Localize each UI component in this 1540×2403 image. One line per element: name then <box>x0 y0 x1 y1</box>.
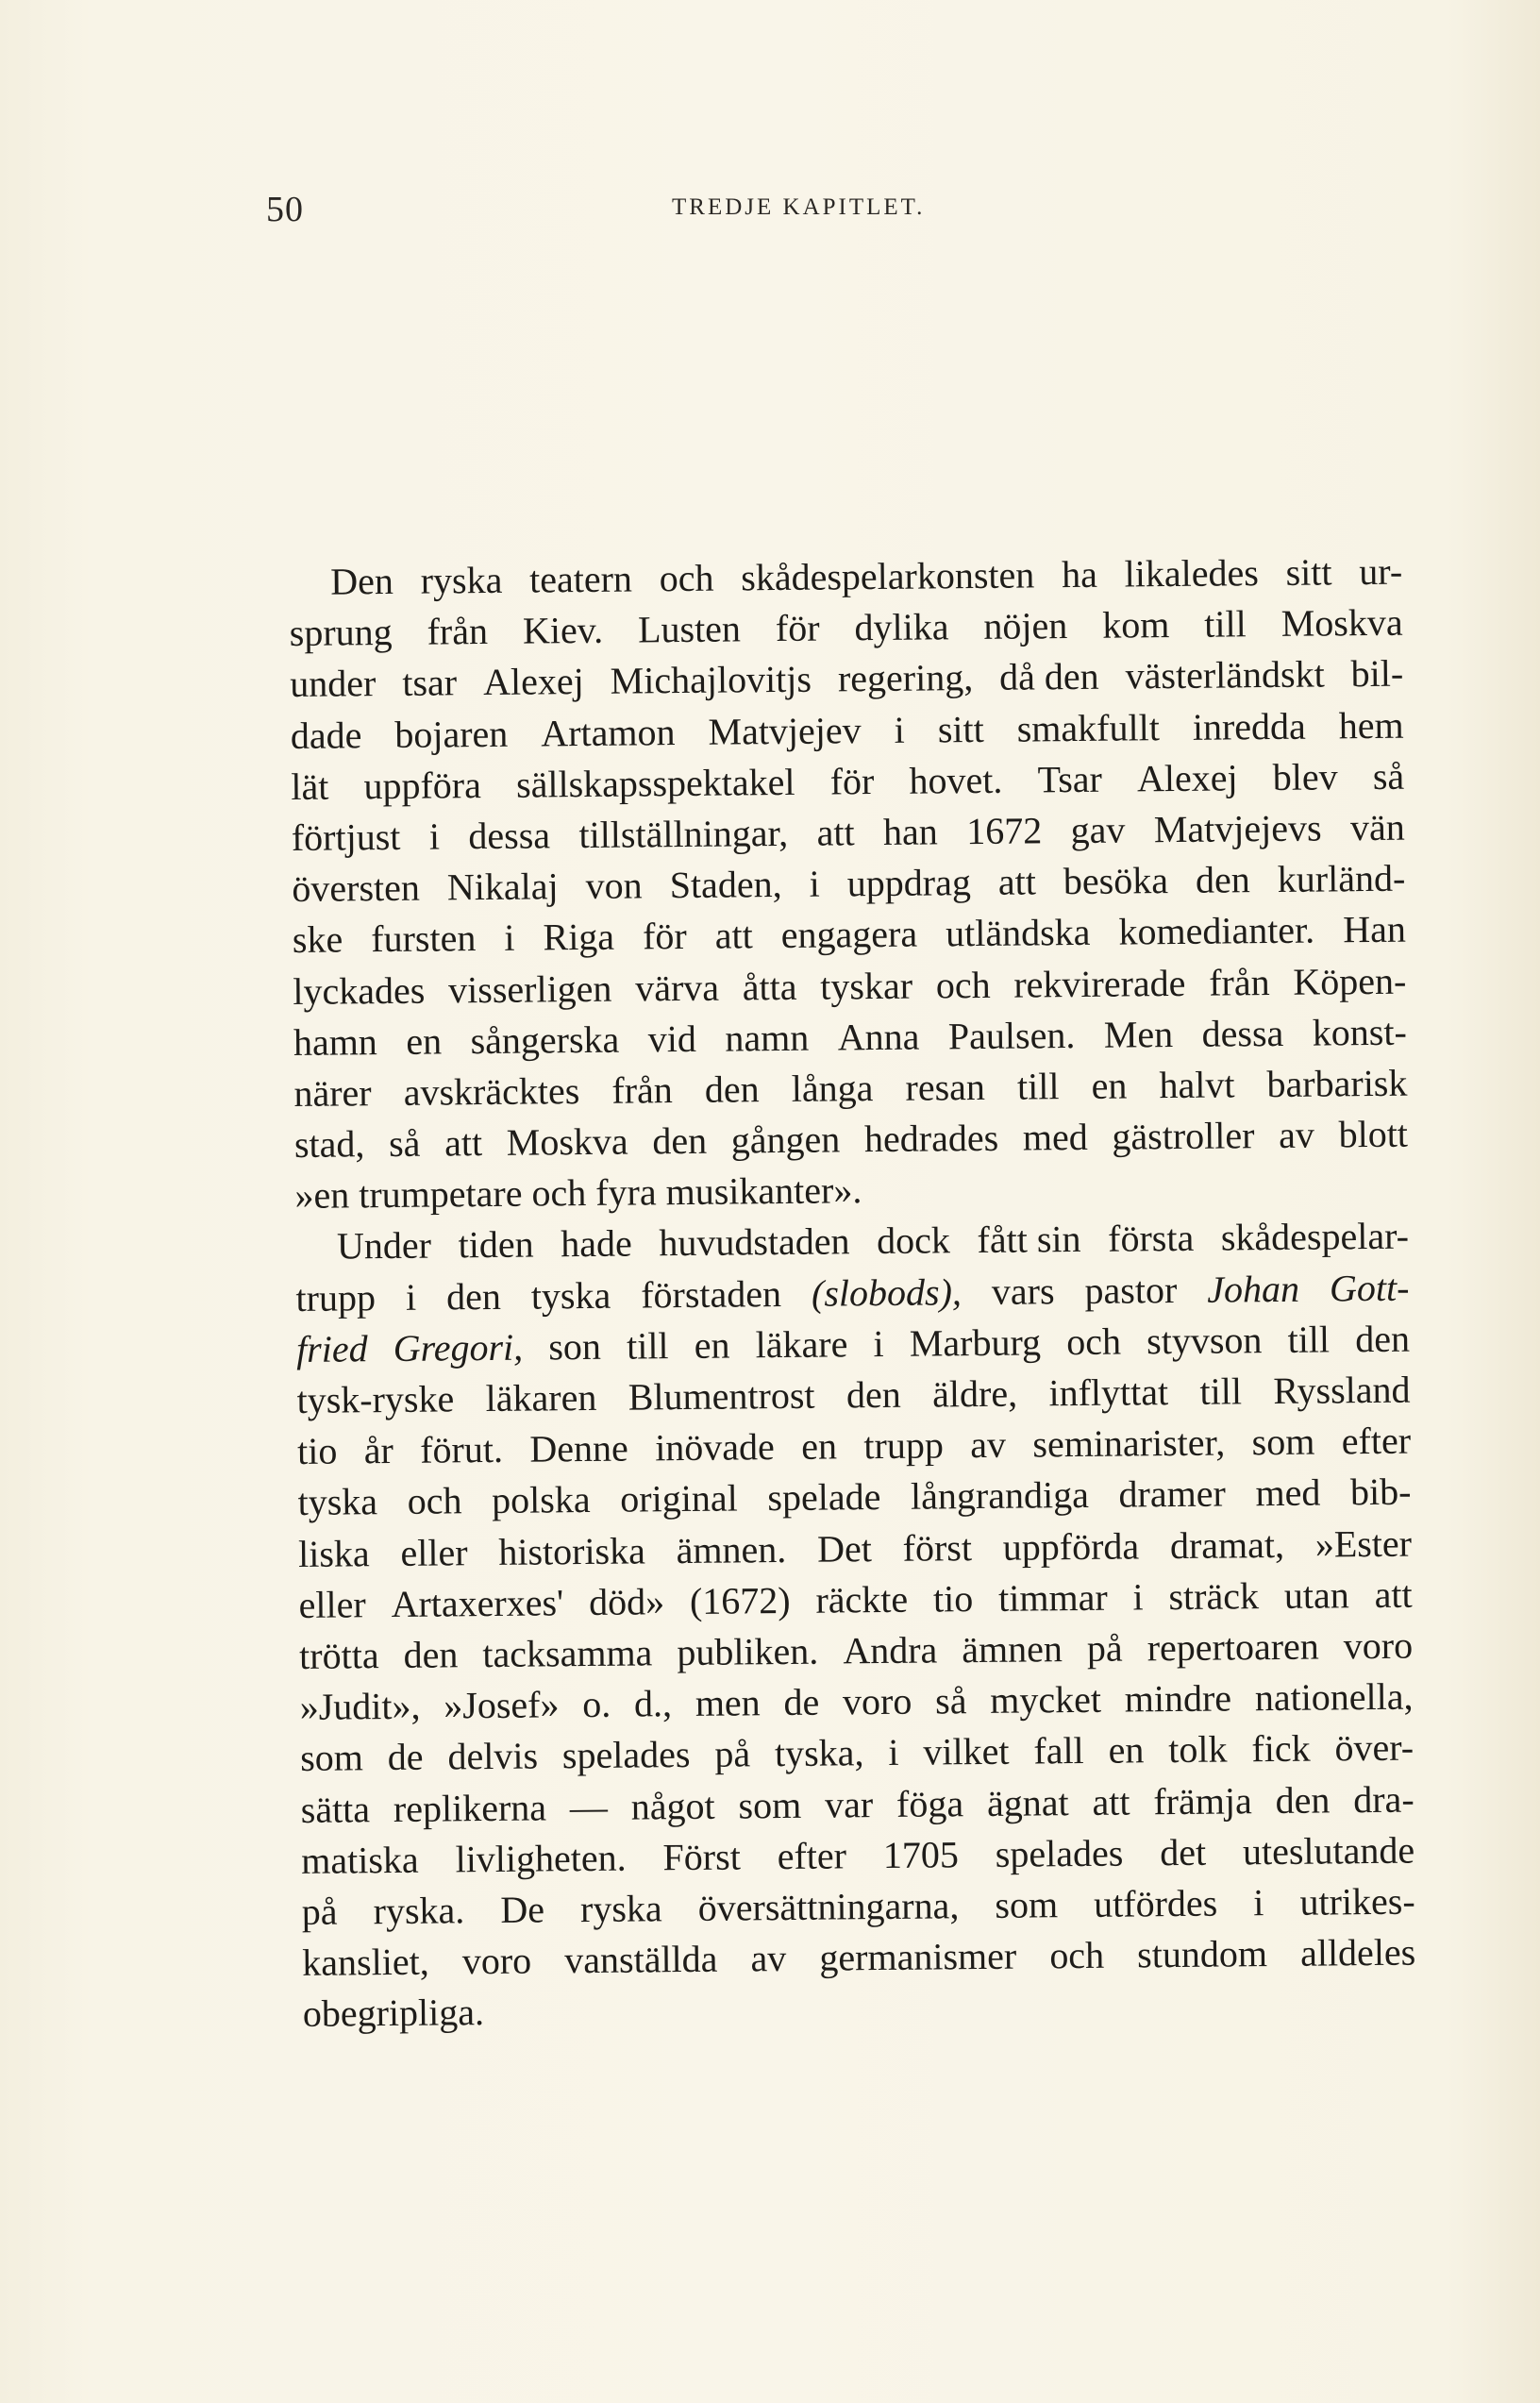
word: räckte <box>815 1577 909 1622</box>
word: inflyttat <box>1048 1370 1169 1415</box>
word: ryska. <box>373 1889 465 1933</box>
word: dade <box>290 713 362 757</box>
word: ämnen. <box>676 1527 787 1571</box>
word: tyskar <box>820 964 913 1008</box>
word: lyckades <box>293 968 426 1013</box>
word: blev <box>1272 755 1338 798</box>
word: tyska <box>297 1480 378 1524</box>
word: hedrades <box>863 1116 999 1161</box>
word: 1705 <box>882 1832 960 1876</box>
word: dra- <box>1353 1777 1414 1821</box>
word: spelades <box>561 1733 691 1777</box>
word: med <box>1022 1115 1088 1159</box>
word: Gregori, <box>393 1325 524 1370</box>
word: utländska <box>945 911 1091 955</box>
word: äldre, <box>931 1371 1018 1416</box>
word: i <box>504 916 515 960</box>
word: Blumentrost <box>628 1373 815 1419</box>
word: av <box>970 1422 1007 1467</box>
word: tyska, <box>774 1731 864 1775</box>
word: ur- <box>1359 549 1403 594</box>
word: Först <box>662 1835 742 1878</box>
word: mindre <box>1124 1676 1232 1721</box>
page-header <box>0 189 1540 245</box>
word: först <box>902 1525 973 1570</box>
word: avskräcktes <box>403 1068 580 1114</box>
word: von <box>585 864 643 908</box>
word: västerländskt <box>1125 652 1325 697</box>
word: ryska <box>420 558 503 602</box>
word: namn <box>725 1016 810 1060</box>
word: första <box>1107 1217 1195 1261</box>
word: till <box>1199 1370 1243 1413</box>
word: förut. <box>420 1428 504 1471</box>
word: ryska <box>579 1887 662 1930</box>
word: för <box>775 606 820 650</box>
word: att <box>444 1121 483 1165</box>
word: rekvirerade <box>1013 961 1186 1006</box>
word: stundom <box>1136 1932 1268 1976</box>
word: dock <box>876 1218 951 1263</box>
word: trötta <box>298 1634 379 1677</box>
word: trupp <box>863 1423 945 1468</box>
word: kansliet, <box>302 1940 429 1984</box>
word: gången <box>730 1117 841 1162</box>
word: föga <box>896 1781 964 1825</box>
word: voro <box>842 1679 912 1723</box>
word: likaledes <box>1124 551 1260 596</box>
word: historiska <box>498 1528 646 1573</box>
word: på <box>1086 1626 1123 1670</box>
word: Artamon <box>541 710 676 755</box>
running-head: TREDJE KAPITLET. <box>672 194 926 220</box>
word: »Josef» <box>444 1683 560 1727</box>
word: i <box>894 708 906 751</box>
word: översten <box>292 865 421 911</box>
word: den <box>1354 1317 1411 1361</box>
word: död» <box>588 1579 665 1623</box>
word: Anna <box>837 1015 920 1059</box>
word: Tsar <box>1037 757 1103 801</box>
word: utrikes- <box>1299 1879 1415 1924</box>
word: till <box>1016 1065 1060 1108</box>
word: sätta <box>300 1787 371 1831</box>
word: delvis <box>447 1734 539 1778</box>
word: av <box>1278 1113 1315 1157</box>
word: utfördes <box>1093 1881 1218 1925</box>
word: Alexej <box>482 660 584 704</box>
word: vanställda <box>564 1937 718 1982</box>
word: barbarisk <box>1266 1061 1408 1105</box>
word: tysk-ryske <box>296 1377 455 1421</box>
word: att <box>1374 1572 1413 1616</box>
word: och <box>935 963 991 1006</box>
word: från <box>427 610 489 653</box>
word: stad, <box>293 1122 365 1167</box>
word: ha <box>1061 552 1098 597</box>
word: visserligen <box>447 966 612 1011</box>
word: obegripliga. <box>302 1991 485 2036</box>
word: Artaxerxes' <box>391 1581 564 1625</box>
word: läkaren <box>485 1375 597 1420</box>
word: timmar <box>997 1575 1108 1620</box>
word: trupp <box>295 1275 377 1319</box>
word: bojaren <box>394 712 509 756</box>
word: förstaden <box>641 1271 782 1317</box>
word: dessa <box>468 814 551 858</box>
word: Gott- <box>1329 1266 1410 1310</box>
word: »en trumpetare och fyra musikanter». <box>294 1168 862 1218</box>
word: hade <box>560 1221 632 1266</box>
word: vilket <box>923 1730 1010 1773</box>
word: så <box>934 1679 967 1722</box>
word: med <box>1255 1470 1321 1515</box>
word: Den <box>330 559 394 603</box>
word: Han <box>1342 907 1407 951</box>
word: en <box>694 1323 730 1367</box>
word: resan <box>905 1065 986 1109</box>
word: gästroller <box>1112 1114 1255 1158</box>
word: närer <box>293 1071 372 1115</box>
word: alldeles <box>1299 1930 1416 1974</box>
word: smakfullt <box>1016 705 1161 750</box>
word: för <box>829 759 875 803</box>
word: så <box>1372 754 1405 798</box>
word: från <box>1208 960 1270 1004</box>
word: och <box>407 1479 462 1523</box>
word: tio <box>932 1576 974 1621</box>
word: engagera <box>780 912 918 957</box>
word: pastor <box>1084 1268 1178 1312</box>
word: som <box>300 1736 364 1780</box>
word: som <box>738 1783 802 1826</box>
word: Moskva <box>506 1119 628 1164</box>
word: att <box>997 860 1037 903</box>
word: så <box>388 1121 421 1166</box>
word: uteslutande <box>1242 1828 1415 1874</box>
word: den <box>445 1274 502 1319</box>
word: Marburg <box>909 1320 1042 1365</box>
word: polska <box>491 1478 591 1522</box>
word: seminarister, <box>1032 1420 1226 1466</box>
text-line <box>296 1313 1410 1375</box>
word: konst- <box>1312 1010 1408 1054</box>
paragraph <box>289 546 1409 1222</box>
text-line <box>293 1006 1407 1068</box>
word: voro <box>1343 1623 1414 1668</box>
word: förtjust <box>291 815 401 859</box>
word: Det <box>816 1526 873 1571</box>
word: efter <box>1341 1419 1412 1463</box>
word: Kiev. <box>522 608 604 652</box>
word: utan <box>1283 1573 1349 1617</box>
word: spelades <box>995 1831 1124 1875</box>
word: eller <box>298 1583 366 1626</box>
text-line <box>301 1824 1414 1887</box>
word: mycket <box>990 1677 1102 1722</box>
word: i <box>873 1321 884 1365</box>
word: matiska <box>301 1838 419 1882</box>
word: det <box>1159 1830 1207 1874</box>
page-number: 50 <box>266 190 304 229</box>
word: då den <box>998 655 1099 699</box>
word: att <box>714 914 753 957</box>
word: var <box>824 1782 874 1826</box>
word: till <box>1287 1318 1331 1361</box>
word: fick <box>1251 1726 1311 1771</box>
word: spelade <box>767 1475 881 1520</box>
word: nationella, <box>1254 1674 1414 1720</box>
word: (slobods), <box>811 1269 962 1315</box>
word: uppföra <box>363 763 482 807</box>
word: voro <box>461 1939 532 1983</box>
word: publiken. <box>677 1629 819 1674</box>
word: under <box>290 662 377 706</box>
word: från <box>611 1067 674 1112</box>
word: germanismer <box>819 1934 1017 1979</box>
word: gav <box>1070 808 1126 851</box>
word: inövade <box>654 1425 776 1470</box>
word: (1672) <box>689 1578 791 1622</box>
word: bib- <box>1349 1470 1412 1514</box>
word: tolk <box>1168 1727 1228 1772</box>
word: åtta <box>742 965 797 1008</box>
word: dramat, <box>1169 1522 1285 1567</box>
word: han <box>882 810 938 853</box>
word: efter <box>777 1834 847 1877</box>
word: ske <box>292 917 343 962</box>
word: sångerska <box>470 1017 620 1062</box>
word: bil- <box>1350 652 1404 696</box>
word: och <box>659 556 714 600</box>
word: en <box>1091 1064 1128 1107</box>
word: läkare <box>755 1322 848 1367</box>
word: tacksamma <box>482 1631 653 1676</box>
word: besöka <box>1063 859 1169 903</box>
word: 1672 <box>965 809 1043 853</box>
word: huvudstaden <box>659 1219 850 1265</box>
word: regering, <box>837 656 974 700</box>
word: i <box>1253 1881 1264 1924</box>
word: kurländ- <box>1277 856 1406 901</box>
word: skådespelar- <box>1220 1215 1410 1259</box>
text-line <box>299 1621 1413 1683</box>
paragraph <box>295 1211 1416 2040</box>
word: vän <box>1349 805 1405 849</box>
word: o. <box>582 1682 611 1726</box>
word: de <box>387 1736 424 1779</box>
word: och <box>1066 1319 1122 1363</box>
word: sitt <box>937 707 984 750</box>
word: son <box>548 1324 602 1369</box>
word: Paulsen. <box>947 1013 1076 1058</box>
word: sällskapsspektakel <box>515 760 795 806</box>
word: Lusten <box>637 607 742 651</box>
word: värva <box>634 966 720 1009</box>
word: vars <box>991 1269 1055 1313</box>
word: tiden <box>458 1222 534 1267</box>
word: original <box>620 1476 738 1521</box>
word: dylika <box>854 605 949 649</box>
word: Nikalaj <box>446 865 559 909</box>
word: av <box>750 1937 787 1980</box>
word: Under <box>336 1224 432 1268</box>
word: den <box>845 1372 901 1417</box>
word: blott <box>1338 1112 1409 1156</box>
word: på <box>714 1732 751 1776</box>
word: fått sin <box>977 1218 1081 1262</box>
word: som <box>995 1883 1059 1926</box>
word: sträck <box>1168 1573 1260 1618</box>
word: den <box>652 1118 708 1163</box>
word: i <box>428 815 441 858</box>
word: i <box>888 1731 899 1774</box>
word: långa <box>791 1066 874 1110</box>
word: uppdrag <box>846 861 972 905</box>
word: Matvjejevs <box>1153 806 1322 851</box>
word: till <box>626 1323 669 1368</box>
word: att <box>816 811 855 854</box>
word: de <box>783 1680 820 1724</box>
word: att <box>1092 1780 1130 1823</box>
word: De <box>500 1888 545 1931</box>
word: hovet. <box>909 758 1003 802</box>
word: i <box>809 862 820 905</box>
word: vid <box>647 1017 697 1061</box>
word: ämnen <box>962 1627 1063 1672</box>
word: en <box>800 1424 838 1469</box>
word: en <box>1108 1728 1145 1773</box>
word: Ryssland <box>1273 1368 1411 1413</box>
word: »Judit», <box>299 1684 421 1729</box>
word: eller <box>400 1530 468 1574</box>
word: inredda <box>1192 704 1306 748</box>
word: replikerna <box>393 1785 547 1830</box>
word: »Ester <box>1314 1521 1413 1566</box>
word: något <box>630 1784 715 1828</box>
word: år <box>363 1429 394 1472</box>
word: Johan <box>1207 1267 1300 1311</box>
word: Alexej <box>1136 756 1238 800</box>
word: hem <box>1338 703 1404 747</box>
word: en <box>406 1019 443 1063</box>
word: dramer <box>1118 1471 1227 1516</box>
word: över- <box>1334 1725 1414 1770</box>
word: till <box>1204 602 1247 646</box>
word: ägnat <box>986 1780 1069 1824</box>
word: den <box>1275 1777 1331 1822</box>
word: på <box>301 1890 338 1933</box>
word: den <box>1195 858 1250 901</box>
word: Michajlovitjs <box>610 658 812 703</box>
word: Staden, <box>669 863 782 907</box>
word: som <box>1251 1420 1315 1464</box>
word: Andra <box>843 1628 938 1672</box>
text-line <box>302 1927 1415 1990</box>
word: fried <box>295 1327 368 1370</box>
word: halvt <box>1159 1063 1235 1107</box>
word: långrandiga <box>910 1473 1090 1519</box>
word: främja <box>1153 1778 1252 1823</box>
word: för <box>642 915 687 958</box>
word: tyska <box>530 1273 611 1318</box>
body-text <box>289 546 1416 2041</box>
word: skådespelarkonsten <box>741 553 1035 599</box>
word: i <box>1132 1575 1144 1619</box>
word: Moskva <box>1281 600 1403 646</box>
word: livligheten. <box>455 1836 627 1881</box>
word: den <box>704 1067 760 1111</box>
word: tio <box>296 1429 338 1473</box>
word: sprung <box>289 611 393 655</box>
word: fursten <box>371 916 477 961</box>
word: repertoaren <box>1147 1624 1320 1670</box>
word: sitt <box>1285 550 1332 594</box>
word: tillställningar, <box>578 811 789 856</box>
word: — <box>569 1785 609 1828</box>
word: fall <box>1033 1729 1084 1773</box>
word: dessa <box>1201 1011 1284 1055</box>
word: d., <box>633 1682 673 1725</box>
word: komedianter. <box>1118 908 1315 953</box>
word: översättningarna, <box>697 1884 960 1929</box>
word: Köpen- <box>1293 959 1407 1003</box>
text-line <box>303 1978 1416 2041</box>
word: Riga <box>543 916 615 959</box>
word: kom <box>1102 603 1170 647</box>
word: i <box>405 1275 417 1319</box>
word: styvson <box>1146 1318 1263 1363</box>
word: Men <box>1103 1012 1174 1056</box>
word: den <box>403 1633 459 1676</box>
word: men <box>695 1681 761 1725</box>
word: hamn <box>293 1019 378 1064</box>
word: uppförda <box>1002 1523 1140 1569</box>
word: och <box>1049 1933 1105 1977</box>
word: Denne <box>529 1426 628 1470</box>
word: tsar <box>402 661 458 705</box>
word: liska <box>297 1531 370 1575</box>
word: teatern <box>528 557 633 601</box>
word: Matvjejev <box>708 708 862 753</box>
word: nöjen <box>983 604 1068 648</box>
text-line <box>294 1109 1408 1171</box>
word: lät <box>291 765 329 808</box>
